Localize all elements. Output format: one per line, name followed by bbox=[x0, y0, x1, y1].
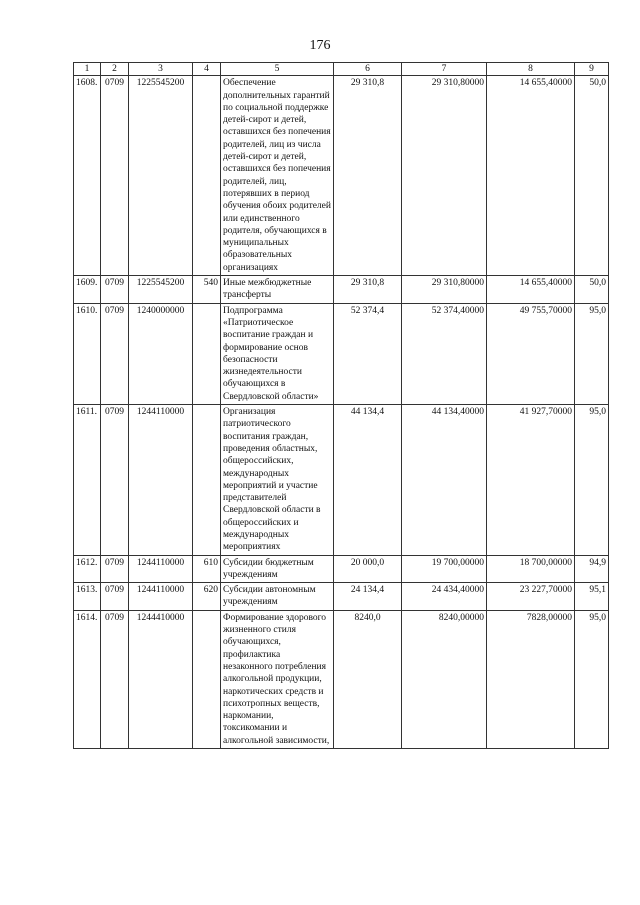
row-number: 1614. bbox=[74, 610, 101, 748]
item-name: Субсидии автономным учреждениям bbox=[221, 583, 334, 611]
table-header-row bbox=[74, 63, 609, 76]
target-code: 1244110000 bbox=[129, 555, 193, 583]
column-header: 9 bbox=[575, 63, 609, 76]
row-number: 1611. bbox=[74, 405, 101, 556]
executed-amount: 7828,00000 bbox=[487, 610, 575, 748]
row-number: 1612. bbox=[74, 555, 101, 583]
column-header: 4 bbox=[193, 63, 221, 76]
column-header: 7 bbox=[402, 63, 487, 76]
approved-amount: 24 134,4 bbox=[334, 583, 402, 611]
planned-amount: 29 310,80000 bbox=[402, 76, 487, 276]
executed-amount: 41 927,70000 bbox=[487, 405, 575, 556]
target-code: 1244410000 bbox=[129, 610, 193, 748]
table-row bbox=[74, 405, 609, 556]
approved-amount: 52 374,4 bbox=[334, 303, 402, 404]
table-row bbox=[74, 583, 609, 611]
expense-type: 620 bbox=[193, 583, 221, 611]
item-name: Подпрограмма «Патриотическое воспитание граждан и формирование основ безопасности жизнедеятельности обучающихся в Свердловской области» bbox=[221, 303, 334, 404]
executed-amount: 18 700,00000 bbox=[487, 555, 575, 583]
execution-percent: 95,1 bbox=[575, 583, 609, 611]
column-header: 8 bbox=[487, 63, 575, 76]
executed-amount: 14 655,40000 bbox=[487, 76, 575, 276]
section-code: 0709 bbox=[101, 610, 129, 748]
item-name: Формирование здорового жизненного стиля обучающихся, профилактика незаконного потребления алкогольной продукции, наркотических средств и психотропных веществ, наркомании, токсикомании и алкогольной зависимости, bbox=[221, 610, 334, 748]
column-header: 2 bbox=[101, 63, 129, 76]
target-code: 1244110000 bbox=[129, 405, 193, 556]
approved-amount: 44 134,4 bbox=[334, 405, 402, 556]
column-header: 5 bbox=[221, 63, 334, 76]
section-code: 0709 bbox=[101, 303, 129, 404]
section-code: 0709 bbox=[101, 276, 129, 304]
execution-percent: 94,9 bbox=[575, 555, 609, 583]
row-number: 1608. bbox=[74, 76, 101, 276]
section-code: 0709 bbox=[101, 405, 129, 556]
table-row bbox=[74, 555, 609, 583]
table-row bbox=[74, 76, 609, 276]
planned-amount: 19 700,00000 bbox=[402, 555, 487, 583]
target-code: 1225545200 bbox=[129, 276, 193, 304]
executed-amount: 14 655,40000 bbox=[487, 276, 575, 304]
target-code: 1240000000 bbox=[129, 303, 193, 404]
item-name: Организация патриотического воспитания граждан, проведения областных, общероссийских, международных мероприятий и участие представителей Свердловской области в общероссийских и международных мероприятиях bbox=[221, 405, 334, 556]
expense-type bbox=[193, 405, 221, 556]
target-code: 1225545200 bbox=[129, 76, 193, 276]
execution-percent: 50,0 bbox=[575, 276, 609, 304]
table-row bbox=[74, 610, 609, 748]
expense-type bbox=[193, 303, 221, 404]
approved-amount: 20 000,0 bbox=[334, 555, 402, 583]
planned-amount: 24 434,40000 bbox=[402, 583, 487, 611]
table-row bbox=[74, 303, 609, 404]
column-header: 6 bbox=[334, 63, 402, 76]
row-number: 1610. bbox=[74, 303, 101, 404]
planned-amount: 44 134,40000 bbox=[402, 405, 487, 556]
expense-type bbox=[193, 76, 221, 276]
item-name: Обеспечение дополнительных гарантий по социальной поддержке детей-сирот и детей, оставшихся без попечения родителей, лиц из числа детей-сирот и детей, оставшихся без попечения родителей, лиц, потерявших в период обучения обоих родителей или единственного родителя, обучающихся в муниципальных образовательных организациях bbox=[221, 76, 334, 276]
column-header: 3 bbox=[129, 63, 193, 76]
expense-type: 540 bbox=[193, 276, 221, 304]
item-name: Субсидии бюджетным учреждениям bbox=[221, 555, 334, 583]
row-number: 1609. bbox=[74, 276, 101, 304]
execution-percent: 95,0 bbox=[575, 303, 609, 404]
item-name: Иные межбюджетные трансферты bbox=[221, 276, 334, 304]
expense-type: 610 bbox=[193, 555, 221, 583]
approved-amount: 29 310,8 bbox=[334, 76, 402, 276]
section-code: 0709 bbox=[101, 555, 129, 583]
execution-percent: 50,0 bbox=[575, 76, 609, 276]
page-number: 176 bbox=[309, 38, 331, 53]
column-header: 1 bbox=[74, 63, 101, 76]
execution-percent: 95,0 bbox=[575, 610, 609, 748]
target-code: 1244110000 bbox=[129, 583, 193, 611]
planned-amount: 29 310,80000 bbox=[402, 276, 487, 304]
planned-amount: 52 374,40000 bbox=[402, 303, 487, 404]
row-number: 1613. bbox=[74, 583, 101, 611]
section-code: 0709 bbox=[101, 583, 129, 611]
executed-amount: 23 227,70000 bbox=[487, 583, 575, 611]
table-row bbox=[74, 276, 609, 304]
execution-percent: 95,0 bbox=[575, 405, 609, 556]
budget-table bbox=[73, 62, 609, 749]
executed-amount: 49 755,70000 bbox=[487, 303, 575, 404]
section-code: 0709 bbox=[101, 76, 129, 276]
planned-amount: 8240,00000 bbox=[402, 610, 487, 748]
approved-amount: 29 310,8 bbox=[334, 276, 402, 304]
approved-amount: 8240,0 bbox=[334, 610, 402, 748]
expense-type bbox=[193, 610, 221, 748]
